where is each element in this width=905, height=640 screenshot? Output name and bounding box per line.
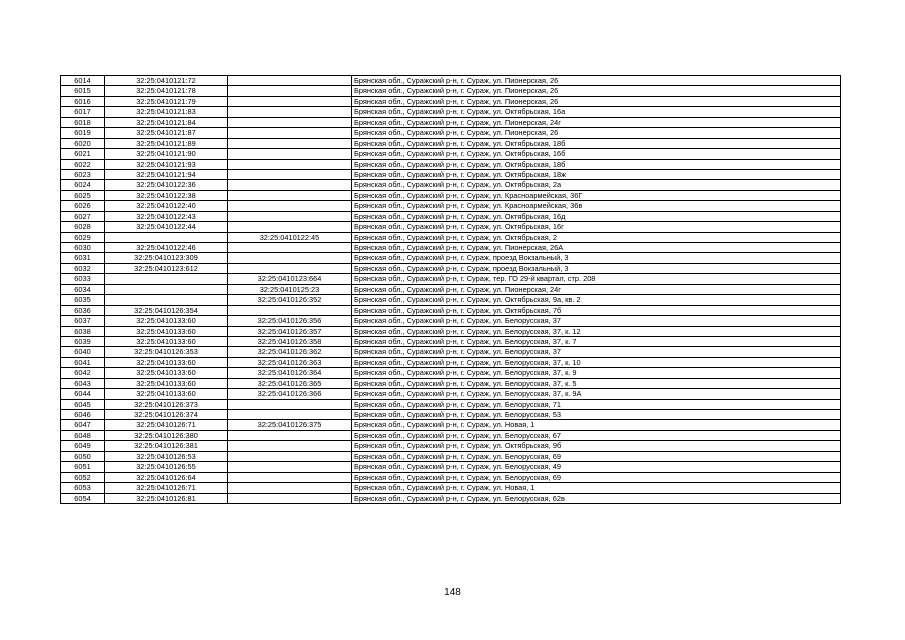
table-row <box>61 211 841 221</box>
address-cell: Брянская обл., Суражский р-н, г. Сураж, ул. Пионерская, 24г <box>352 117 841 127</box>
registry-table-body <box>61 76 841 504</box>
row-number-cell: 6026 <box>61 201 105 211</box>
table-row <box>61 263 841 273</box>
parcel-cadastral-number-cell: 32:25:0410126:55 <box>105 462 228 472</box>
table-row <box>61 483 841 493</box>
row-number-cell: 6027 <box>61 211 105 221</box>
address-cell: Брянская обл., Суражский р-н, г. Сураж, ул. Белорусская, 37, к. 9А <box>352 389 841 399</box>
building-cadastral-number-cell <box>228 462 352 472</box>
row-number-cell: 6017 <box>61 107 105 117</box>
table-row <box>61 138 841 148</box>
address-cell: Брянская обл., Суражский р-н, г. Сураж, проезд Вокзальный, 3 <box>352 263 841 273</box>
row-number-cell: 6045 <box>61 399 105 409</box>
parcel-cadastral-number-cell: 32:25:0410121:78 <box>105 86 228 96</box>
address-cell: Брянская обл., Суражский р-н, г. Сураж, ул. Белорусская, 37, к. 7 <box>352 336 841 346</box>
parcel-cadastral-number-cell <box>105 295 228 305</box>
address-cell: Брянская обл., Суражский р-н, г. Сураж, ул. Белорусская, 37 <box>352 316 841 326</box>
parcel-cadastral-number-cell: 32:25:0410126:353 <box>105 347 228 357</box>
building-cadastral-number-cell <box>228 190 352 200</box>
building-cadastral-number-cell <box>228 441 352 451</box>
row-number-cell: 6046 <box>61 410 105 420</box>
address-cell: Брянская обл., Суражский р-н, г. Сураж, ул. Белорусская, 37, к. 10 <box>352 357 841 367</box>
registry-table <box>60 75 841 504</box>
parcel-cadastral-number-cell: 32:25:0410121:83 <box>105 107 228 117</box>
row-number-cell: 6049 <box>61 441 105 451</box>
building-cadastral-number-cell: 32:25:0410126:356 <box>228 316 352 326</box>
parcel-cadastral-number-cell: 32:25:0410126:380 <box>105 430 228 440</box>
parcel-cadastral-number-cell: 32:25:0410126:71 <box>105 420 228 430</box>
row-number-cell: 6051 <box>61 462 105 472</box>
parcel-cadastral-number-cell: 32:25:0410126:64 <box>105 472 228 482</box>
building-cadastral-number-cell <box>228 169 352 179</box>
address-cell: Брянская обл., Суражский р-н, г. Сураж, ул. Пионерская, 24г <box>352 284 841 294</box>
table-row <box>61 96 841 106</box>
building-cadastral-number-cell: 32:25:0410126:358 <box>228 336 352 346</box>
building-cadastral-number-cell <box>228 493 352 503</box>
building-cadastral-number-cell <box>228 117 352 127</box>
address-cell: Брянская обл., Суражский р-н, г. Сураж, ул. Белорусская, 67 <box>352 430 841 440</box>
table-row <box>61 316 841 326</box>
building-cadastral-number-cell: 32:25:0410126:362 <box>228 347 352 357</box>
building-cadastral-number-cell <box>228 107 352 117</box>
row-number-cell: 6023 <box>61 169 105 179</box>
parcel-cadastral-number-cell: 32:25:0410133:60 <box>105 378 228 388</box>
row-number-cell: 6025 <box>61 190 105 200</box>
parcel-cadastral-number-cell: 32:25:0410121:87 <box>105 128 228 138</box>
address-cell: Брянская обл., Суражский р-н, г. Сураж, ул. Белорусская, 49 <box>352 462 841 472</box>
table-row <box>61 326 841 336</box>
parcel-cadastral-number-cell: 32:25:0410126:81 <box>105 493 228 503</box>
table-row <box>61 430 841 440</box>
table-row <box>61 232 841 242</box>
table-row <box>61 347 841 357</box>
parcel-cadastral-number-cell: 32:25:0410123:309 <box>105 253 228 263</box>
table-row <box>61 295 841 305</box>
parcel-cadastral-number-cell: 32:25:0410126:53 <box>105 451 228 461</box>
address-cell: Брянская обл., Суражский р-н, г. Сураж, ул. Октябрьская, 16д <box>352 211 841 221</box>
address-cell: Брянская обл., Суражский р-н, г. Сураж, ул. Пионерская, 26А <box>352 243 841 253</box>
building-cadastral-number-cell <box>228 159 352 169</box>
table-row <box>61 451 841 461</box>
building-cadastral-number-cell: 32:25:0410123:664 <box>228 274 352 284</box>
parcel-cadastral-number-cell: 32:25:0410133:60 <box>105 316 228 326</box>
parcel-cadastral-number-cell: 32:25:0410126:354 <box>105 305 228 315</box>
parcel-cadastral-number-cell: 32:25:0410122:36 <box>105 180 228 190</box>
row-number-cell: 6047 <box>61 420 105 430</box>
address-cell: Брянская обл., Суражский р-н, г. Сураж, ул. Новая, 1 <box>352 483 841 493</box>
parcel-cadastral-number-cell: 32:25:0410126:373 <box>105 399 228 409</box>
building-cadastral-number-cell <box>228 483 352 493</box>
table-row <box>61 222 841 232</box>
building-cadastral-number-cell <box>228 201 352 211</box>
address-cell: Брянская обл., Суражский р-н, г. Сураж, ул. Октябрьская, 16а <box>352 107 841 117</box>
building-cadastral-number-cell <box>228 76 352 86</box>
row-number-cell: 6053 <box>61 483 105 493</box>
building-cadastral-number-cell: 32:25:0410126:357 <box>228 326 352 336</box>
parcel-cadastral-number-cell: 32:25:0410126:381 <box>105 441 228 451</box>
address-cell: Брянская обл., Суражский р-н, г. Сураж, ул. Октябрьская, 16б <box>352 149 841 159</box>
table-row <box>61 274 841 284</box>
building-cadastral-number-cell: 32:25:0410126:375 <box>228 420 352 430</box>
building-cadastral-number-cell: 32:25:0410126:352 <box>228 295 352 305</box>
table-row <box>61 399 841 409</box>
address-cell: Брянская обл., Суражский р-н, г. Сураж, ул. Белорусская, 37, к. 5 <box>352 378 841 388</box>
address-cell: Брянская обл., Суражский р-н, г. Сураж, ул. Октябрьская, 16г <box>352 222 841 232</box>
address-cell: Брянская обл., Суражский р-н, г. Сураж, проезд Вокзальный, 3 <box>352 253 841 263</box>
building-cadastral-number-cell: 32:25:0410126:366 <box>228 389 352 399</box>
parcel-cadastral-number-cell: 32:25:0410122:46 <box>105 243 228 253</box>
row-number-cell: 6040 <box>61 347 105 357</box>
table-row <box>61 76 841 86</box>
address-cell: Брянская обл., Суражский р-н, г. Сураж, ул. Белорусская, 37, к. 12 <box>352 326 841 336</box>
address-cell: Брянская обл., Суражский р-н, г. Сураж, ул. Октябрьская, 7б <box>352 305 841 315</box>
building-cadastral-number-cell <box>228 211 352 221</box>
address-cell: Брянская обл., Суражский р-н, г. Сураж, ул. Белорусская, 53 <box>352 410 841 420</box>
address-cell: Брянская обл., Суражский р-н, г. Сураж, ул. Красноармейская, 36в <box>352 201 841 211</box>
building-cadastral-number-cell <box>228 86 352 96</box>
building-cadastral-number-cell <box>228 149 352 159</box>
address-cell: Брянская обл., Суражский р-н, г. Сураж, ул. Октябрьская, 9б <box>352 441 841 451</box>
page-number: 148 <box>444 587 461 598</box>
row-number-cell: 6021 <box>61 149 105 159</box>
parcel-cadastral-number-cell: 32:25:0410121:79 <box>105 96 228 106</box>
row-number-cell: 6034 <box>61 284 105 294</box>
table-row <box>61 441 841 451</box>
parcel-cadastral-number-cell: 32:25:0410123:612 <box>105 263 228 273</box>
row-number-cell: 6031 <box>61 253 105 263</box>
parcel-cadastral-number-cell: 32:25:0410133:60 <box>105 326 228 336</box>
table-row <box>61 149 841 159</box>
table-row <box>61 493 841 503</box>
building-cadastral-number-cell <box>228 305 352 315</box>
parcel-cadastral-number-cell: 32:25:0410121:72 <box>105 76 228 86</box>
table-row <box>61 253 841 263</box>
table-row <box>61 389 841 399</box>
table-row <box>61 420 841 430</box>
row-number-cell: 6032 <box>61 263 105 273</box>
row-number-cell: 6039 <box>61 336 105 346</box>
building-cadastral-number-cell <box>228 430 352 440</box>
parcel-cadastral-number-cell: 32:25:0410121:90 <box>105 149 228 159</box>
table-row <box>61 190 841 200</box>
building-cadastral-number-cell <box>228 472 352 482</box>
row-number-cell: 6024 <box>61 180 105 190</box>
address-cell: Брянская обл., Суражский р-н, г. Сураж, ул. Белорусская, 37, к. 9 <box>352 368 841 378</box>
table-row <box>61 86 841 96</box>
table-row <box>61 410 841 420</box>
address-cell: Брянская обл., Суражский р-н, г. Сураж, ул. Октябрьская, 18б <box>352 138 841 148</box>
row-number-cell: 6050 <box>61 451 105 461</box>
building-cadastral-number-cell: 32:25:0410122:45 <box>228 232 352 242</box>
building-cadastral-number-cell <box>228 451 352 461</box>
row-number-cell: 6014 <box>61 76 105 86</box>
address-cell: Брянская обл., Суражский р-н, г. Сураж, ул. Октябрьская, 18ж <box>352 169 841 179</box>
row-number-cell: 6038 <box>61 326 105 336</box>
table-row <box>61 305 841 315</box>
address-cell: Брянская обл., Суражский р-н, г. Сураж, ул. Октябрьская, 9а, кв. 2 <box>352 295 841 305</box>
address-cell: Брянская обл., Суражский р-н, г. Сураж, ул. Пионерская, 26 <box>352 76 841 86</box>
table-row <box>61 378 841 388</box>
parcel-cadastral-number-cell: 32:25:0410133:60 <box>105 389 228 399</box>
parcel-cadastral-number-cell: 32:25:0410122:44 <box>105 222 228 232</box>
row-number-cell: 6033 <box>61 274 105 284</box>
building-cadastral-number-cell <box>228 96 352 106</box>
parcel-cadastral-number-cell <box>105 274 228 284</box>
address-cell: Брянская обл., Суражский р-н, г. Сураж, ул. Белорусская, 62в <box>352 493 841 503</box>
table-row <box>61 368 841 378</box>
building-cadastral-number-cell <box>228 138 352 148</box>
address-cell: Брянская обл., Суражский р-н, г. Сураж, ул. Октябрьская, 18б <box>352 159 841 169</box>
table-row <box>61 117 841 127</box>
table-row <box>61 159 841 169</box>
building-cadastral-number-cell <box>228 410 352 420</box>
building-cadastral-number-cell <box>228 222 352 232</box>
row-number-cell: 6030 <box>61 243 105 253</box>
table-row <box>61 357 841 367</box>
row-number-cell: 6036 <box>61 305 105 315</box>
building-cadastral-number-cell <box>228 128 352 138</box>
parcel-cadastral-number-cell: 32:25:0410126:71 <box>105 483 228 493</box>
row-number-cell: 6037 <box>61 316 105 326</box>
building-cadastral-number-cell: 32:25:0410126:364 <box>228 368 352 378</box>
row-number-cell: 6018 <box>61 117 105 127</box>
parcel-cadastral-number-cell: 32:25:0410122:40 <box>105 201 228 211</box>
parcel-cadastral-number-cell: 32:25:0410126:374 <box>105 410 228 420</box>
address-cell: Брянская обл., Суражский р-н, г. Сураж, ул. Белорусская, 71 <box>352 399 841 409</box>
table-row <box>61 201 841 211</box>
row-number-cell: 6043 <box>61 378 105 388</box>
table-row <box>61 284 841 294</box>
table-row <box>61 128 841 138</box>
table-row <box>61 462 841 472</box>
building-cadastral-number-cell <box>228 263 352 273</box>
address-cell: Брянская обл., Суражский р-н, г. Сураж, ул. Пионерская, 26 <box>352 128 841 138</box>
building-cadastral-number-cell: 32:25:0410125:23 <box>228 284 352 294</box>
parcel-cadastral-number-cell: 32:25:0410121:94 <box>105 169 228 179</box>
address-cell: Брянская обл., Суражский р-н, г. Сураж, ул. Белорусская, 69 <box>352 451 841 461</box>
address-cell: Брянская обл., Суражский р-н, г. Сураж, ул. Белорусская, 37 <box>352 347 841 357</box>
parcel-cadastral-number-cell <box>105 232 228 242</box>
parcel-cadastral-number-cell: 32:25:0410133:60 <box>105 357 228 367</box>
address-cell: Брянская обл., Суражский р-н, г. Сураж, ул. Красноармейская, 36Г <box>352 190 841 200</box>
row-number-cell: 6019 <box>61 128 105 138</box>
building-cadastral-number-cell <box>228 243 352 253</box>
row-number-cell: 6048 <box>61 430 105 440</box>
building-cadastral-number-cell: 32:25:0410126:365 <box>228 378 352 388</box>
address-cell: Брянская обл., Суражский р-н, г. Сураж, ул. Октябрьская, 2 <box>352 232 841 242</box>
address-cell: Брянская обл., Суражский р-н, г. Сураж, ул. Пионерская, 26 <box>352 96 841 106</box>
table-row <box>61 336 841 346</box>
parcel-cadastral-number-cell: 32:25:0410121:89 <box>105 138 228 148</box>
building-cadastral-number-cell <box>228 253 352 263</box>
address-cell: Брянская обл., Суражский р-н, г. Сураж, ул. Белорусская, 69 <box>352 472 841 482</box>
row-number-cell: 6020 <box>61 138 105 148</box>
table-row <box>61 169 841 179</box>
parcel-cadastral-number-cell <box>105 284 228 294</box>
row-number-cell: 6028 <box>61 222 105 232</box>
parcel-cadastral-number-cell: 32:25:0410133:60 <box>105 368 228 378</box>
table-row <box>61 180 841 190</box>
parcel-cadastral-number-cell: 32:25:0410122:38 <box>105 190 228 200</box>
building-cadastral-number-cell <box>228 180 352 190</box>
row-number-cell: 6016 <box>61 96 105 106</box>
building-cadastral-number-cell <box>228 399 352 409</box>
address-cell: Брянская обл., Суражский р-н, г. Сураж, ул. Октябрьская, 2а <box>352 180 841 190</box>
building-cadastral-number-cell: 32:25:0410126:363 <box>228 357 352 367</box>
row-number-cell: 6015 <box>61 86 105 96</box>
row-number-cell: 6054 <box>61 493 105 503</box>
row-number-cell: 6035 <box>61 295 105 305</box>
table-row <box>61 243 841 253</box>
parcel-cadastral-number-cell: 32:25:0410121:93 <box>105 159 228 169</box>
row-number-cell: 6052 <box>61 472 105 482</box>
row-number-cell: 6022 <box>61 159 105 169</box>
parcel-cadastral-number-cell: 32:25:0410122:43 <box>105 211 228 221</box>
table-row <box>61 107 841 117</box>
parcel-cadastral-number-cell: 32:25:0410133:60 <box>105 336 228 346</box>
row-number-cell: 6041 <box>61 357 105 367</box>
parcel-cadastral-number-cell: 32:25:0410121:84 <box>105 117 228 127</box>
table-row <box>61 472 841 482</box>
row-number-cell: 6029 <box>61 232 105 242</box>
row-number-cell: 6042 <box>61 368 105 378</box>
address-cell: Брянская обл., Суражский р-н, г. Сураж, ул. Новая, 1 <box>352 420 841 430</box>
address-cell: Брянская обл., Суражский р-н, г. Сураж, тер. ГО 29-й квартал, стр. 208 <box>352 274 841 284</box>
address-cell: Брянская обл., Суражский р-н, г. Сураж, ул. Пионерская, 26 <box>352 86 841 96</box>
row-number-cell: 6044 <box>61 389 105 399</box>
